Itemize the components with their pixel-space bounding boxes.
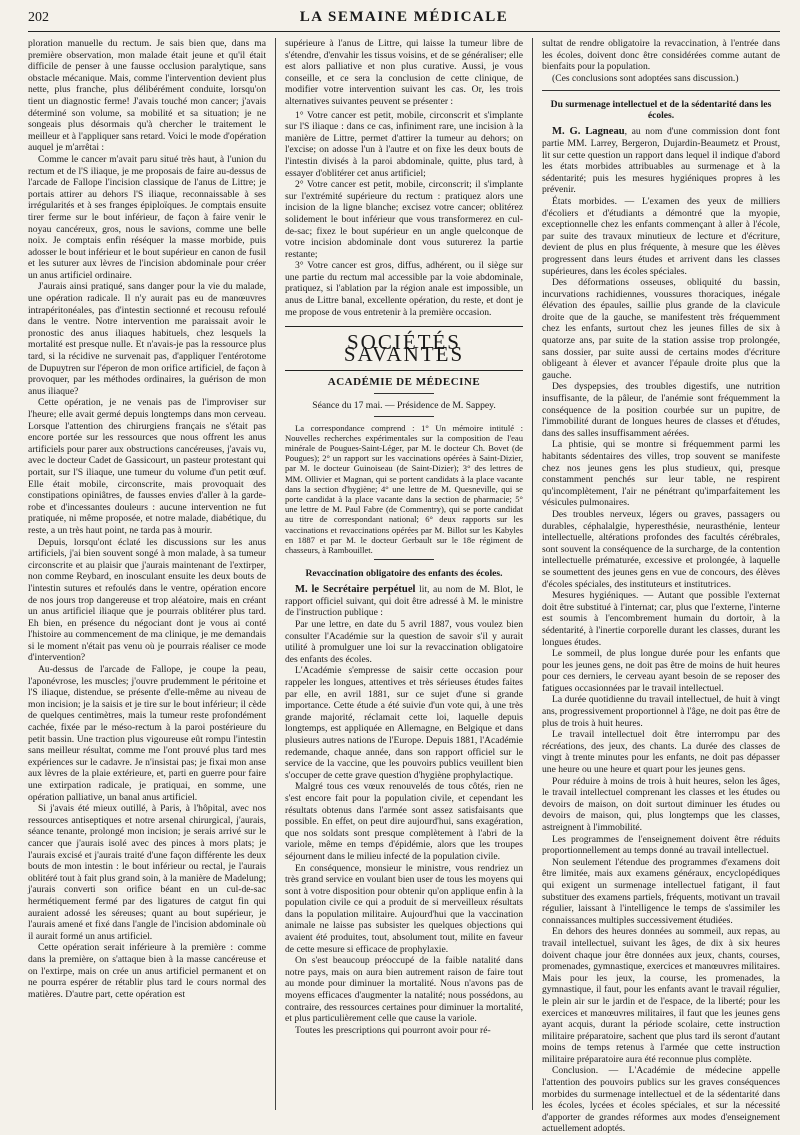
section-header <box>285 326 523 371</box>
paragraph: J'aurais ainsi pratiqué, sans danger pour la vie du malade, une opération radicale. Il n'y aurait pas eu de manœuvres intrapéritonéales, pas d'intestin sectionné et recousu refoulé dans le ventre. Notre intervention me paraissait avoir le pronostic des anus iliaques habituels, chez lesquels la mortalité est presque nulle. Et n'avais-je pas la ressource plus tard, si la récidive ne survenait pas, d'appliquer l'entérotome de Dupuytren sur l'éperon de mon orifice artificiel, de façon à provoquer, par les méthodes ordinaires, la guérison de mon anus iliaque? <box>28 281 266 397</box>
paragraph <box>285 584 523 619</box>
paragraph: 2° Votre cancer est petit, mobile, circonscrit; il s'implante sur l'extrémité supérieure du rectum : pratiquez alors une incision de la ligne blanche; excisez votre cancer; oblitérez solidement le bout inférieur que vous transformerez en cul-de-sac; fixez le bout supérieur en un angle quelconque de votre incision abdominale dont vous suturerez la partie restante; <box>285 179 523 260</box>
paragraph: En conséquence, monsieur le ministre, vous rendriez un très grand service en voulant bien user de tous les moyens qui sont à votre disposition pour obtenir qu'on applique enfin à la population civile ce qui a produit de si merveilleux résultats dans la population militaire. Aujourd'hui que la vaccination animale ne laisse pas subsister les quelques objections qui avaient été produites, tout, absolument tout, milite en faveur de cette mesure si efficace de prophylaxie. <box>285 862 523 955</box>
article-columns <box>28 38 780 1135</box>
paragraph: Le travail intellectuel doit être interrompu par des récréations, des jeux, des chants. La durée des classes de vingt à trente minutes pour les enfants, ne doit pas dépasser une heure ou une heure et quart pour les jeunes gens. <box>542 729 780 776</box>
column-2 <box>285 38 523 1110</box>
paragraph-text: lit, au nom de M. Blot, le rapport officiel suivant, qui doit être adressé à M. le ministre de l'instruction publique : <box>285 584 523 619</box>
paragraph: La phtisie, qui se montre si fréquemment parmi les habitants sédentaires des villes, trop souvent se manifeste chez nos jeunes gens les plus studieux, qui, presque constamment penchés sur leur table, ne respirent qu'incomplètement, l'air ne pénétrant qu'imparfaitement les vésicules pulmonaires. <box>542 439 780 509</box>
speaker-name: M. le Secrétaire perpétuel <box>295 584 416 596</box>
correspondence-paragraph: La correspondance comprend : 1° Un mémoire intitulé : Nouvelles recherches expérimentales sur la composition de l'eau minérale de Pougues-Saint-Léger, par M. le docteur Ch. Bovet (de Pougues); 2° un rapport sur les vaccinations opérées à Saint-Dizier, par M. le docteur Guinoiseau (de Saint-Dizier); 3° des lettres de MM. Ollivier et Magnan, qui se portent candidats à la place vacante dans la section d'hygiène; 4° une lettre de M. Quesneville, qui se porte candidat à la place vacante dans la section de pharmacie; 5° une lettre de M. Paul Fabre (de Commentry), qui se porte candidat au titre de correspondant national; 6° deux rapports sur les vaccinations et revaccinations opérées par M. Billot sur les Kabyles en 1887 et par M. le docteur Gerbault sur le 18e régiment de chasseurs, à Rambouillet. <box>285 422 523 556</box>
paragraph: Des troubles nerveux, légers ou graves, passagers ou durables, céphalalgie, hyperesthésie, neurasthénie, lenteur intellectuelle, altérations profondes des facultés cérébrales, sont souvent la conséquence de la surcharge, de la contention intellectuelle prématurée, excessive et prolongée, à laquelle se soumettent des jeunes gens en vue de concours, des élèves d'écoles spéciales, des instituteurs et institutrices. <box>542 508 780 590</box>
paragraph: supérieure à l'anus de Littre, qui laisse la tumeur libre de s'étendre, d'envahir les tissus voisins, et de se généraliser; elle est alors palliative et non plus curative. Aussi, je vous conseille, et ce sera la conclusion de cette clinique, de modifier votre intervention suivant les cas. Or, les trois alternatives suivantes peuvent se présenter : <box>285 38 523 107</box>
speaker-name: M. G. Lagneau <box>552 126 625 138</box>
paragraph: Non seulement l'étendue des programmes d'examens doit être limitée, mais aux examens généraux, encyclopédiques qui exigent un surmenage intellectuel fatigant, il faut substituer des examens partiels, fréquents, motivant un travail régulier, laissant à l'intelligence le temps de s'assimiler les connaissances multiples successivement étudiées. <box>542 856 780 926</box>
paragraph: Pour réduire à moins de trois à huit heures, selon les âges, le travail intellectuel comprenant les classes et les études ou devoirs de maison, on doit surtout diminuer les études ou devoirs de maison, qui, plus longtemps que les classes, astreignent à l'immobilité. <box>542 775 780 833</box>
divider <box>374 393 434 394</box>
paragraph: Le sommeil, de plus longue durée pour les enfants que pour les jeunes gens, ne doit pas être de moins de huit heures pour ces derniers, le cerveau ayant besoin de se reposer des fatigues occasionnées par le travail intellectuel. <box>542 648 780 694</box>
paragraph: Comme le cancer m'avait paru situé très haut, à l'union du rectum et de l'S iliaque, je me proposais de faire au-dessus de l'arcade de Fallope l'incision classique de l'anus de Littre; je portais attirer au dehors l'S iliaque, reconnaissable à ses irrégularités et à ses franges épiploïques. Je comptais ensuite tirer ferme sur le bout inférieur, de façon à faire venir le noyau cancéreux, gros, nous le savions, comme une belle noix. Je comptais enfin réséquer la masse morbide, puis adosser le bout inférieur et le bout supérieur en canon de fusil et les suturer aux lèvres de l'incision abdominale pour créer un anus artificiel ordinaire. <box>28 153 266 281</box>
running-head <box>28 6 780 32</box>
paragraph-text: , au nom d'une commission dont font partie MM. Larrey, Bergeron, Dujardin-Beaumetz et Proust, lit sur cette question un rapport dans lequel il indique d'abord les états morbides attribuables au surmenage et à la sédentarité; puis les mesures hygiéniques propres à les prévenir. <box>542 126 780 196</box>
paragraph: Depuis, lorsqu'ont éclaté les discussions sur les anus artificiels, j'ai bien souvent songé à mon malade, à sa tumeur circonscrite et au plaisir que j'aurais maintenant de l'extirper, non comme Reybard, en inosculant ensuite les deux bouts de l'intestin sutures et refoulés dans le ventre, opération encore de nos jours trop dangereuse et trop aléatoire, mais en créant un anus artificiel iliaque que je pourrais oblitérer plus tard. Eh bien, en présence du négociant dont je vous ai conté l'histoire au commencement de ma clinique, je me demandais si le moment n'était pas venu où je pourrais réaliser ce mode d'intervention? <box>28 536 266 664</box>
paragraph: sultat de rendre obligatoire la revaccination, à l'entrée dans les écoles, doivent donc être considérées comme autant de bienfaits pour la population. <box>542 38 780 73</box>
paragraph: États morbides. — L'examen des yeux de milliers d'écoliers et d'étudiants a démontré que la myopie, exceptionnelle chez les enfants commençant à aller à l'école, par suite des travaux minutieux de lecture et d'écriture, devient de plus en plus fréquente, à mesure que les élèves progressent dans leurs études et arrivent dans les classes supérieures, dans les écoles spéciales. <box>542 195 780 277</box>
journal-page <box>28 6 780 1135</box>
divider <box>542 90 780 91</box>
divider <box>374 559 434 560</box>
paragraph: On s'est beaucoup préoccupé de la faible natalité dans notre pays, mais on aura bien autrement raison de faire tout au monde pour diminuer la mortalité. Nous n'avons pas de moyens efficaces d'augmenter la natalité; nous possédons, au contraire, des ressources certaines pour diminuer la mortalité, et plus particulièrement celle que cause la variole. <box>285 955 523 1025</box>
section-title: SOCIÉTÉS SAVANTES <box>343 330 465 366</box>
paragraph: Les programmes de l'enseignement doivent être réduits proportionnellement au temps donné au travail intellectuel. <box>542 833 780 857</box>
subsection-heading: Du surmenage intellectuel et de la sédentarité dans les écoles. <box>550 99 772 122</box>
paragraph: La durée quotidienne du travail intellectuel, de huit à vingt ans, progressivement proportionnel à l'âge, ne doit pas être de plus de trois à huit heures. <box>542 694 780 729</box>
paragraph: Mesures hygiéniques. — Autant que possible l'externat doit être substitué à l'internat; car, plus que l'externe, l'interne est soumis à l'encombrement humain du dortoir, à la sédentarité, à l'inertie corporelle durant les classes, durant les longues études. <box>542 590 780 648</box>
paragraph <box>542 126 780 196</box>
page-number: 202 <box>28 10 49 25</box>
academy-title: ACADÉMIE DE MÉDECINE <box>327 376 481 389</box>
paragraph: Au-dessus de l'arcade de Fallope, je coupe la peau, l'aponévrose, les muscles; j'ouvre prudemment le péritoine et l'S iliaque, distendue, se présente d'elle-même au niveau de mon incision; je la saisis et je tire sur le bout inférieur; il cède de quelques centimètres, mais la tumeur reste profondément cachée, fixée par le méso-rectum à la paroi postérieure du petit bassin. Une traction plus vigoureuse eût rompu l'intestin sans meilleur résultat, comme me l'ont prouvé plus tard mes expériences sur le cadavre. Je n'insistai pas; je fixai mon anse aux lèvres de la plaie extérieure, et, parti en guerre pour faire une extirpation radicale, je pratiquai, en somme, une opération palliative, un banal anus artificiel. <box>28 664 266 803</box>
paragraph: Si j'avais été mieux outillé, à Paris, à l'hôpital, avec nos ressources antiseptiques et notre arsenal chirurgical, j'aurais, séance tenante, prolongé mon incision; je serais arrivé sur le cancer que j'aurais isolé avec des pinces à mors plats; je l'aurais excisé et j'aurais traité d'une façon différente les deux bouts de mon intestin : le bout inférieur ou rectal, je l'aurais oblitéré tout à fait plus grand soin, à la manière de Madelung; j'aurais converti son orifice béant en un cul-de-sac hermétiquement fermé par des ligatures de catgut fin qui auraient adossé les séreuses; quant au bout supérieur, je l'aurais amené et fixé dans l'angle de l'incision abdominale où il aurait formé un anus artificiel. <box>28 803 266 942</box>
journal-title: LA SEMAINE MÉDICALE <box>299 9 509 25</box>
column-divider <box>275 38 276 1110</box>
paragraph: Conclusion. — L'Académie de médecine appelle l'attention des pouvoirs publics sur les graves conséquences morbides du surmenage intellectuel et de la sédentarité dans les écoles, lycées et écoles spéciales, et sur la nécessité d'apporter de grandes réformes aux modes d'enseignement actuellement adoptés. <box>542 1065 780 1135</box>
paragraph: 3° Votre cancer est gros, diffus, adhérent, ou il siège sur une partie du rectum mal accessible par la voie abdominale, pratiquez, si l'ablation par la région anale est impossible, un anus de Littre banal, excellente opération, du reste, et dont je me propose de vous entretenir à la première occasion. <box>285 260 523 318</box>
column-1 <box>28 38 266 1110</box>
paragraph: En dehors des heures données au sommeil, aux repas, au travail intellectuel, suivant les âges, de dix à six heures doivent chaque jour être données aux jeux, chants, courses, promenades, gymnastique, exercices et manœuvres militaires. Mais pour les jeux, la course, les promenades, la gymnastique, il faut, pour les enfants avant le travail régulier, le plein air sur le jardin et de l'espace, de la liberté; pour les exercices et manœuvres militaires, il faut que les jeunes gens ayant acquis, durant la période scolaire, cette instruction militaire préparatoire, sachent que plus tard ils seront d'autant moins de temps retenus à l'armée que cette instruction militaire préparatoire aura été reconnue plus complète. <box>542 926 780 1065</box>
divider <box>374 416 434 417</box>
paragraph: Cette opération serait inférieure à la première : comme dans la première, on s'attaque bien à la masse cancéreuse et on l'extirpe, mais on crée un anus artificiel permanent et on ne pourra espérer de rétablir plus tard le cours normal des matières. D'autre part, cette opération est <box>28 942 266 1000</box>
paragraph: Par une lettre, en date du 5 avril 1887, vous voulez bien consulter l'Académie sur la question de savoir s'il y aurait utilité à promulguer une loi sur la revaccination obligatoire des enfants des écoles. <box>285 619 523 665</box>
subsection-heading: Revaccination obligatoire des enfants des écoles. <box>305 568 503 580</box>
paragraph: 1° Votre cancer est petit, mobile, circonscrit et s'implante sur l'S iliaque : dans ce cas, infiniment rare, une incision à la manière de Littre, permet d'attirer la tumeur au dehors; on l'excise; on adosse l'un à l'autre et on fixe les deux bouts de l'intestin divisés à la paroi abdominale, quitte, plus tard, à essayer d'oblitérer cet anus artificiel; <box>285 109 523 179</box>
paragraph: ploration manuelle du rectum. Je sais bien que, dans ma première observation, mon malade était jeune et qu'il était difficile de penser à une fausse occlusion paralytique, sans obstacle mécanique. Mais, comme l'intervention devient plus nette, plus franche, plus délibérément conduite, lorsqu'on tient un diagnostic ferme! J'avais touché mon cancer; j'avais déterminé son volume, sa mobilité et sa situation; je ne songeais plus désormais qu'à chercher le traitement le meilleur et à l'appliquer sans retard. Voici le mode d'opération auquel je m'arrêtai : <box>28 38 266 154</box>
column-divider <box>532 38 533 1110</box>
paragraph: Toutes les prescriptions qui pourront avoir pour ré- <box>295 1024 491 1036</box>
paragraph: Cette opération, je ne venais pas de l'improviser sur l'heure; elle avait germé depuis longtemps dans mon cerveau. Lorsque l'attention des chirurgiens français ne s'était pas encore portée sur les ressources que nous offrent les anus artificiels pour parer aux obstructions cancéreuses, j'avais vu, avec le docteur Cadet de Gassicourt, un pasteur protestant qui portait, sur l'S iliaque, une tumeur du volume d'un petit œuf. Elle était mobile, circonscrite, mais provoquait des constipations opiniâtres, de fausses envies d'aller à la garde-robe et d'incessantes douleurs : aucune intervention ne fut pratiquée, ni même proposée, et notre malade, diabétique, du reste, a un très haut point, ne tarda pas à mourir. <box>28 397 266 536</box>
paragraph: L'Académie s'empresse de saisir cette occasion pour rappeler les longues, attentives et très sérieuses études faites par elle, en avril 1881, sur ce sujet d'une si grande importance. Cette étude a été suivie d'un vote qui, à une très grande majorité, réclamait cette loi, laquelle depuis longtemps, est appliquée en Allemagne, en Belgique et dans plusieurs autres nations de l'Europe. Depuis 1881, l'Académie redemande, chaque année, dans son rapport officiel sur le service de la vaccine, que les pouvoirs publics veuillent bien s'occuper de cette grave question d'hygiène prophylactique. <box>285 665 523 781</box>
column-3 <box>542 38 780 1135</box>
paragraph: Des déformations osseuses, obliquité du bassin, incurvations rachidiennes, voussures thoraciques, inégale élévation des épaules, saillie plus grande de la clavicule droite que de la gauche, se manifestent très fréquemment chez les enfants, surtout chez les jeunes filles de six à quatorze ans, par suite de la station assise trop prolongée, sans dossier, par suite aussi de certains modes d'écriture obligeant à élever et avancer l'épaule droite plus que la gauche. <box>542 277 780 381</box>
paragraph: Malgré tous ces vœux renouvelés de tous côtés, rien ne s'est encore fait pour la population civile, et cependant les résultats obtenus dans l'armée sont assez satisfaisants que possible. En effet, on peut dire aujourd'hui, sans exagération, que nos soldats sont presque complètement à l'abri de la variole, même en temps d'épidémie, alors que les troupes séjournent dans le milieu infecté de la population civile. <box>285 781 523 862</box>
paragraph: (Ces conclusions sont adoptées sans discussion.) <box>552 72 739 84</box>
session-line: Séance du 17 mai. — Présidence de M. Sappey. <box>312 400 496 412</box>
paragraph: Des dyspepsies, des troubles digestifs, une nutrition insuffisante, de la pâleur, de l'anémie sont fréquemment la conséquence de la position courbée sur un pupitre, de l'immobilité durant de longues heures de classes et d'études, dans des salles insuffisamment aérées. <box>542 381 780 439</box>
